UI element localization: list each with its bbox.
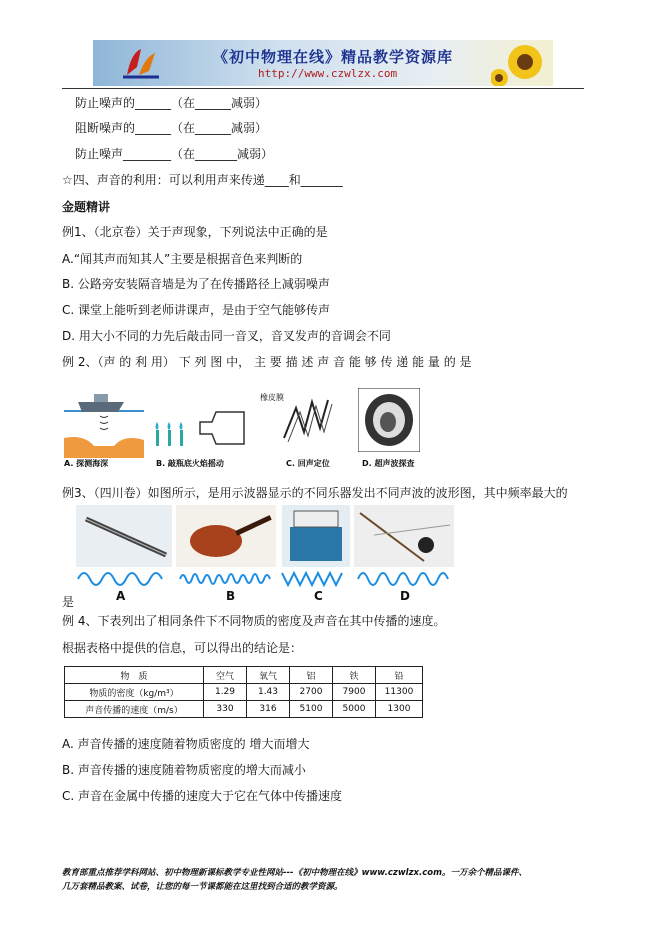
figure-instruments (76, 505, 456, 603)
text-line-1: 防止噪声的______（在______减弱） (75, 96, 268, 110)
table-cell: 1300 (376, 701, 423, 718)
echo-wave-icon (278, 388, 338, 458)
text-line-2: 阻断噪声的______（在______减弱） (75, 121, 268, 135)
option-b: B. 公路旁安装隔音墙是为了在传播路径上减弱噪声 (62, 277, 330, 291)
section-heading: 金题精讲 (62, 200, 111, 214)
table-cell: 物质的密度（kg/m³） (65, 684, 204, 701)
table-cell: 7900 (333, 684, 376, 701)
caption-c: C. 回声定位 (286, 459, 330, 468)
table-header-cell: 氧气 (247, 667, 290, 684)
option-a: A.“闻其声而知其人”主要是根据音色来判断的 (62, 252, 303, 266)
table-cell: 330 (204, 701, 247, 718)
option-c: C. 课堂上能听到老师讲课声，是由于空气能够传声 (62, 303, 331, 317)
bottle-flame-icon (150, 388, 250, 458)
conclusion-c: C. 声音在金属中传播的速度大于它在气体中传播速度 (62, 789, 343, 803)
table-cell: 1.29 (204, 684, 247, 701)
table-cell: 1.43 (247, 684, 290, 701)
banner-url[interactable]: http://www.czwlzx.com (258, 67, 398, 80)
table-cell: 5000 (333, 701, 376, 718)
table-header-cell: 物 质 (65, 667, 204, 684)
example-1: 例1、（北京卷）关于声现象，下列说法中正确的是 (62, 225, 328, 239)
banner-title: 《初中物理在线》精品教学资源库 (213, 48, 454, 66)
table-header-cell: 铁 (333, 667, 376, 684)
table-cell: 5100 (290, 701, 333, 718)
flute-photo (76, 505, 172, 567)
figure-d-ultrasound (358, 388, 428, 472)
conclusion-a: A. 声音传播的速度随着物质密度的 增大而增大 (62, 737, 310, 751)
table-header-row (65, 667, 423, 684)
caption-b: B. 敲瓶底火焰摇动 (156, 459, 224, 468)
footer-line-2: 几万套精品教案、试卷，让您的每一节课都能在这里找到合适的教学资源。 (62, 882, 343, 892)
figure-a-sonar (64, 388, 144, 472)
accordion-icon (282, 505, 350, 567)
density-speed-table (64, 666, 423, 718)
sunflower-icon (491, 40, 553, 86)
table-header-cell: 铅 (376, 667, 423, 684)
site-logo-icon (121, 45, 161, 81)
erhu-photo (354, 505, 454, 567)
violin-photo (176, 505, 276, 567)
waveform-d (358, 573, 448, 585)
conclusion-b: B. 声音传播的速度随着物质密度的增大而减小 (62, 763, 306, 777)
table-cell: 2700 (290, 684, 333, 701)
instrument-label-b: B (226, 589, 236, 603)
site-banner (93, 40, 553, 86)
ultrasound-image-icon (358, 388, 420, 452)
example-2: 例 2、（声 的 利 用） 下 列 图 中， 主 要 描 述 声 音 能 够 传 递 能 量 的 是 (62, 355, 472, 369)
flute-icon (76, 505, 172, 567)
table-cell: 316 (247, 701, 290, 718)
footer-line-1: 教育部重点推荐学科网站、初中物理新课标教学专业性网站---《初中物理在线》www.czwlzx.com。一万余个精品课件、 (62, 868, 527, 878)
table-header-cell: 铝 (290, 667, 333, 684)
waveform-b (180, 574, 270, 584)
accordion-photo (282, 505, 350, 567)
table-row (65, 701, 423, 718)
waveform-a (78, 573, 162, 585)
answer-shi: 是 (62, 595, 75, 609)
table-row (65, 684, 423, 701)
example-3: 例3、（四川卷）如图所示，是用示波器显示的不同乐器发出不同声波的波形图，其中频率最大的 (62, 486, 568, 500)
table-header-cell: 空气 (204, 667, 247, 684)
table-cell: 声音传播的速度（m/s） (65, 701, 204, 718)
text-line-3: 防止噪声________（在_______减弱） (75, 147, 274, 161)
figure-c-echo (278, 388, 338, 472)
table-cell: 11300 (376, 684, 423, 701)
info-line: 根据表格中提供的信息，可以得出的结论是： (62, 641, 303, 655)
erhu-icon (354, 505, 454, 567)
instrument-label-a: A (116, 589, 126, 603)
caption-d: D. 超声波探查 (362, 459, 415, 468)
text-line-4: ☆四、声音的利用：可以利用声来传递____和_______ (62, 173, 343, 187)
membrane-label: 橡皮膜 (260, 393, 284, 402)
figure-b-bottle (150, 388, 284, 472)
example-4: 例 4、下表列出了相同条件下不同物质的密度及声音在其中传播的速度。 (62, 614, 446, 628)
caption-a: A. 探测海深 (64, 459, 109, 468)
instrument-label-c: C (314, 589, 323, 603)
waveform-strip (76, 567, 456, 591)
instrument-label-d: D (400, 589, 410, 603)
header-rule (62, 88, 584, 89)
option-d: D. 用大小不同的力先后敲击同一音叉，音叉发声的音调会不同 (62, 329, 391, 343)
waveform-c (282, 573, 342, 585)
ship-sonar-icon (64, 388, 144, 458)
violin-icon (176, 505, 276, 567)
